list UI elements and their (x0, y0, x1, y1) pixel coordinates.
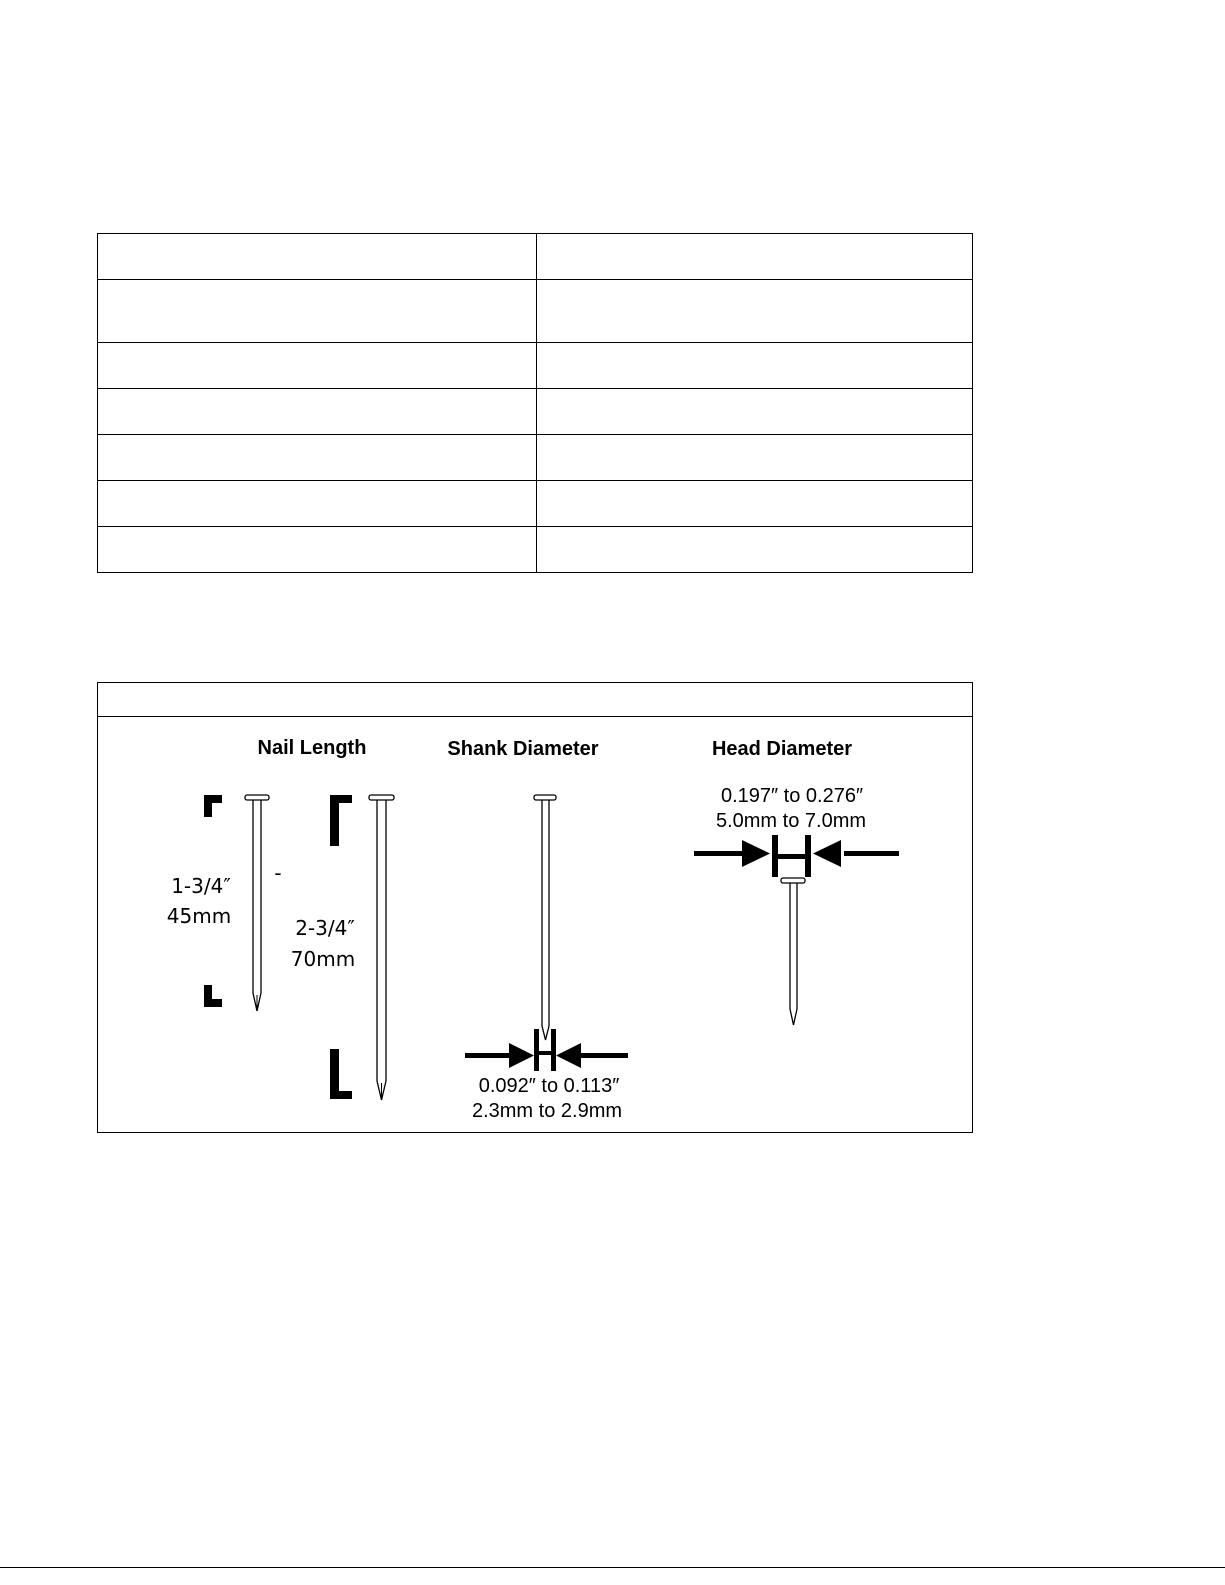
shank-range-inch: 0.092″ to 0.113″ (478, 1075, 620, 1097)
table-cell (98, 343, 537, 389)
table-cell (537, 435, 973, 481)
table-row (98, 389, 973, 435)
table-cell (537, 527, 973, 573)
table-cell (537, 389, 973, 435)
table-row (98, 435, 973, 481)
table-cell (98, 435, 537, 481)
table-cell (98, 389, 537, 435)
arrow-right-icon (465, 1043, 534, 1068)
nail-spec-diagram (97, 682, 973, 1133)
table-row (98, 481, 973, 527)
spec-table (97, 233, 973, 573)
shank-range-mm: 2.3mm to 2.9mm (471, 1100, 623, 1122)
length-bracket-bottom (204, 985, 222, 1007)
table-cell (537, 343, 973, 389)
page-bottom-rule (0, 1567, 1225, 1568)
table-cell (98, 280, 537, 343)
arrow-left-icon (556, 1043, 628, 1068)
nail-length-dash: - (274, 861, 282, 885)
shank-diameter-title: Shank Diameter (447, 738, 599, 760)
arrow-right-icon (694, 840, 770, 867)
table-row (98, 343, 973, 389)
arrow-left-icon (813, 840, 899, 867)
short-nail-inch: 1-3/4″ (171, 874, 231, 898)
head-nail-icon (781, 878, 805, 1025)
table-cell (537, 481, 973, 527)
table-cell (537, 234, 973, 280)
nail-length-title: Nail Length (257, 737, 367, 759)
short-nail-icon (245, 795, 269, 1011)
table-row (98, 527, 973, 573)
shank-nail-icon (534, 795, 556, 1040)
table-cell (98, 481, 537, 527)
head-range-mm: 5.0mm to 7.0mm (715, 810, 867, 832)
table-row (98, 234, 973, 280)
table-row (98, 280, 973, 343)
short-nail-mm: 45mm (166, 904, 232, 928)
table-cell (98, 527, 537, 573)
long-bracket-bottom (330, 1049, 352, 1099)
long-nail-icon (369, 795, 394, 1100)
head-diameter-title: Head Diameter (711, 738, 853, 760)
table-cell (537, 280, 973, 343)
long-nail-inch: 2-3/4″ (295, 916, 355, 940)
head-range-inch: 0.197″ to 0.276″ (720, 785, 864, 807)
long-nail-mm: 70mm (290, 947, 356, 971)
long-bracket-top (330, 795, 352, 846)
head-width-marker (772, 835, 811, 877)
nail-diagram-svg (98, 683, 972, 1132)
length-bracket-top (204, 795, 222, 817)
table-cell (98, 234, 537, 280)
